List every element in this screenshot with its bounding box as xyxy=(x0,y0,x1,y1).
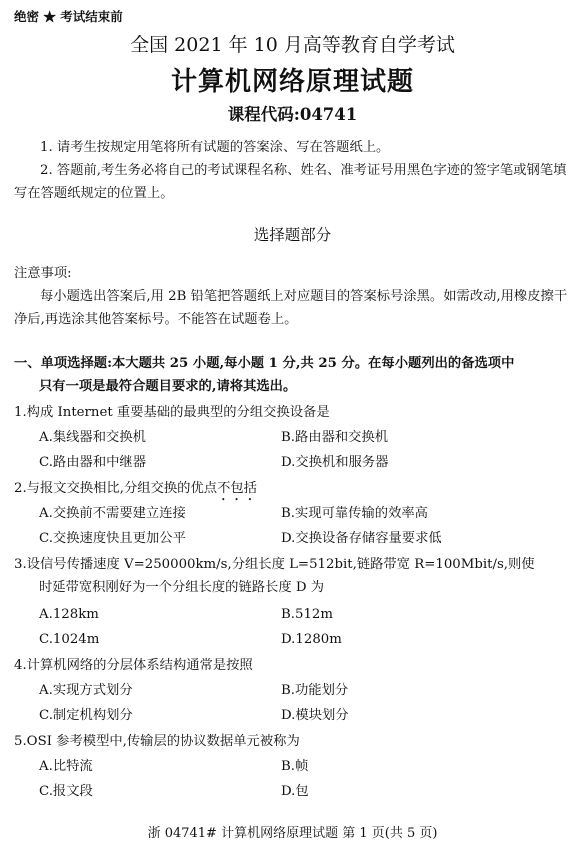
question-2-option-b: B.实现可靠传输的效率高 xyxy=(281,506,428,521)
question-4-option-d: D.模块划分 xyxy=(281,708,349,723)
question-2-option-d: D.交换设备存储容量要求低 xyxy=(281,531,442,546)
section-title: 选择题部分 xyxy=(253,226,332,244)
question-2-option-a: A.交换前不需要建立连接 xyxy=(39,506,186,521)
page-title: 计算机网络原理试题 xyxy=(170,67,414,97)
question-2-stem-text: 2.与报文交换相比,分组交换的优点 xyxy=(14,481,218,496)
confidential-mark: 绝密 ★ 考试结束前 xyxy=(14,9,123,24)
page-footer: 浙 04741# 计算机网络原理试题 第 1 页(共 5 页) xyxy=(147,826,438,841)
notice-text: 每小题选出答案后,用 2B 铅笔把答题纸上对应题目的答案标号涂黑。如需改动,用橡皮擦干净后,再选涂其他答案标号。不能答在试题卷上。 xyxy=(14,289,568,327)
question-3-option-d: D.1280m xyxy=(281,632,342,647)
question-2-stem xyxy=(14,477,257,504)
question-1-option-b: B.路由器和交换机 xyxy=(281,430,389,445)
question-3-stem: 3.设信号传播速度 V=250000km/s,分组长度 L=512bit,链路带宽 R=100Mbit/s,则使 xyxy=(14,557,535,572)
question-1-option-a: A.集线器和交换机 xyxy=(39,430,146,445)
question-5-option-c: C.报文段 xyxy=(39,784,93,799)
notice-label: 注意事项: xyxy=(14,266,72,281)
question-4-option-c: C.制定机构划分 xyxy=(39,708,133,723)
question-5-option-b: B.帧 xyxy=(281,759,309,774)
question-2-stem-emphasis: 不包括 xyxy=(217,481,257,496)
question-4-stem: 4.计算机网络的分层体系结构通常是按照 xyxy=(14,658,253,673)
question-5-option-d: D.包 xyxy=(281,784,309,799)
question-1-option-d: D.交换机和服务器 xyxy=(281,455,389,470)
instruction-2: 2. 答题前,考生务必将自己的考试课程名称、姓名、准考证号用黑色字迹的签字笔或钢笔填写在答题纸规定的位置上。 xyxy=(14,163,567,201)
question-3-option-c: C.1024m xyxy=(39,632,100,647)
part1-heading: 一、单项选择题:本大题共 25 小题,每小题 1 分,共 25 分。在每小题列出的备选项中 xyxy=(14,356,515,371)
question-3-stem-cont: 时延带宽积刚好为一个分组长度的链路长度 D 为 xyxy=(39,580,325,595)
question-5-stem: 5.OSI 参考模型中,传输层的协议数据单元被称为 xyxy=(14,734,300,749)
part1-heading-cont: 只有一项是最符合题目要求的,请将其选出。 xyxy=(39,379,297,394)
course-code: 课程代码:04741 xyxy=(227,105,358,124)
exam-name: 全国 2021 年 10 月高等教育自学考试 xyxy=(130,34,455,56)
instruction-1: 1. 请考生按规定用笔将所有试题的答案涂、写在答题纸上。 xyxy=(40,140,390,155)
question-4-option-a: A.实现方式划分 xyxy=(39,683,133,698)
question-4-option-b: B.功能划分 xyxy=(281,683,349,698)
question-5-option-a: A.比特流 xyxy=(39,759,93,774)
question-1-option-c: C.路由器和中继器 xyxy=(39,455,147,470)
question-3-option-a: A.128km xyxy=(39,607,99,622)
question-2-option-c: C.交换速度快且更加公平 xyxy=(39,531,186,546)
question-1-stem: 1.构成 Internet 重要基础的最典型的分组交换设备是 xyxy=(14,405,330,420)
question-3-option-b: B.512m xyxy=(281,607,333,622)
